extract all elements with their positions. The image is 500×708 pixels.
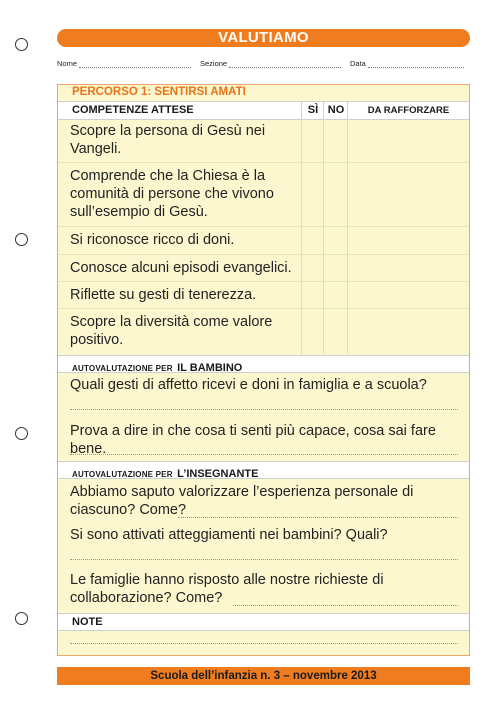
data-field[interactable] [350, 59, 464, 68]
binder-hole-2 [15, 233, 28, 246]
binder-hole-3 [15, 427, 28, 440]
competenza-item-6: Scopre la diversità come valore positivo. [70, 314, 273, 348]
insegnante-label [72, 464, 258, 482]
percorso-row [58, 85, 469, 101]
insegnante-label-small: AUTOVALUTAZIONE PER [72, 470, 173, 479]
column-header-row [58, 101, 469, 120]
answer-line[interactable] [70, 409, 458, 410]
insegnante-question-2: Si sono attivati atteggiamenti nei bambini? Quali? [70, 527, 388, 543]
answer-line[interactable] [70, 559, 458, 560]
competenza-item-1: Scopre la persona di Gesù nei Vangeli. [70, 123, 266, 157]
bambino-label-bold: IL BAMBINO [177, 362, 243, 374]
sezione-field[interactable] [200, 59, 341, 68]
insegnante-header [58, 461, 469, 479]
binder-hole-1 [15, 38, 28, 51]
answer-line[interactable] [233, 605, 458, 606]
competenza-item-5: Riflette su gesti di tenerezza. [70, 287, 257, 303]
nome-label: Nome [57, 59, 78, 68]
col-da-rafforzare: DA RAFFORZARE [367, 105, 450, 116]
info-line [57, 59, 470, 69]
insegnante-question-1: Abbiamo saputo valorizzare l’esperienza personale di ciascuno? Come? [70, 484, 414, 518]
bambino-header [58, 355, 469, 373]
competenza-item-2: Comprende che la Chiesa è la comunità di persone che vivono sull’esempio di Gesù. [70, 168, 274, 220]
binder-hole-4 [15, 612, 28, 625]
sezione-label: Sezione [200, 59, 228, 68]
note-label: NOTE [72, 616, 103, 628]
insegnante-label-bold: L’INSEGNANTE [177, 468, 259, 480]
answer-line[interactable] [70, 454, 458, 455]
note-line[interactable] [70, 643, 458, 644]
bambino-label-small: AUTOVALUTAZIONE PER [72, 364, 173, 373]
bambino-question-2: Prova a dire in che cosa ti senti più capace, cosa sai fare bene. [70, 423, 436, 457]
insegnante-question-3: Le famiglie hanno risposto alle nostre richieste di collaborazione? Come? [70, 572, 384, 606]
percorso-title: PERCORSO 1: SENTIRSI AMATI [72, 86, 246, 98]
evaluation-table [57, 84, 470, 656]
bambino-question-1: Quali gesti di affetto ricevi e doni in famiglia e a scuola? [70, 377, 427, 393]
footer-bar: Scuola dell’infanzia n. 3 – novembre 2013 [57, 667, 470, 685]
col-no: NO [327, 104, 345, 116]
data-label: Data [350, 59, 366, 68]
bambino-label [72, 358, 242, 376]
col-competenze: COMPETENZE ATTESE [72, 104, 194, 116]
page-title: VALUTIAMO [57, 29, 470, 47]
col-si: SÌ [307, 104, 319, 116]
note-header [58, 613, 469, 631]
competenza-item-3: Si riconosce ricco di doni. [70, 232, 235, 248]
competenza-item-4: Conosce alcuni episodi evangelici. [70, 260, 292, 276]
answer-line[interactable] [178, 517, 458, 518]
nome-field[interactable] [57, 59, 191, 68]
